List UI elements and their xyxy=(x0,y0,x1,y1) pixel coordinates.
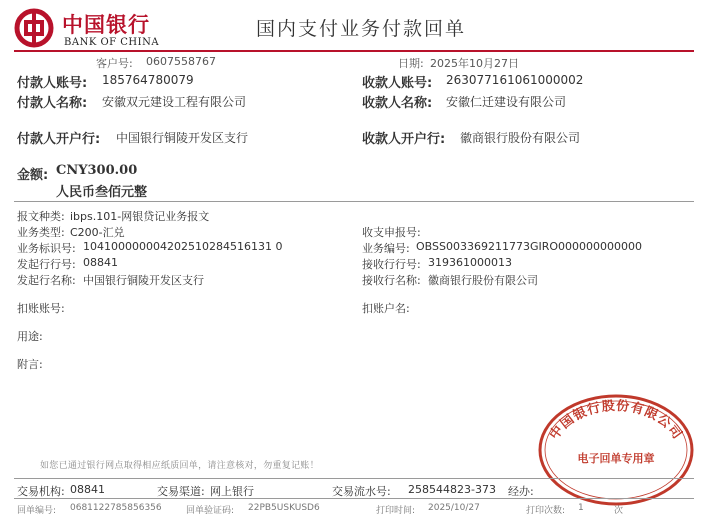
origin-bank-no-label: 发起行行号: xyxy=(17,258,76,271)
purpose-label: 用途: xyxy=(17,330,43,343)
footer-divider-bottom xyxy=(14,498,694,499)
verify-code: 22PB5USKUSD6 xyxy=(248,503,320,513)
biz-id-label: 业务标识号: xyxy=(17,242,76,255)
org-label: 交易机构: xyxy=(17,485,65,498)
collect-apply-label: 收支申报号: xyxy=(362,226,421,239)
print-time-label: 打印时间: xyxy=(376,506,416,516)
origin-bank-name-label: 发起行名称: xyxy=(17,274,76,287)
amount-value: CNY300.00 xyxy=(56,163,138,178)
duplicate-warning-note: 如您已通过银行网点取得相应纸质回单，请注意核对，勿重复记账！ xyxy=(40,461,320,471)
customer-no-label: 客户号: xyxy=(96,57,133,70)
debit-name-label: 扣账户名: xyxy=(362,302,410,315)
payee-bank-label: 收款人开户行: xyxy=(362,132,446,147)
handler-label: 经办: xyxy=(508,485,534,498)
channel-label: 交易渠道: xyxy=(157,485,205,498)
biz-no-label: 业务编号: xyxy=(362,242,410,255)
print-count: 1 xyxy=(578,503,584,513)
svg-text:中国银行股份有限公司 xyxy=(546,398,685,443)
print-time: 2025/10/27 xyxy=(428,503,480,513)
date: 2025年10月27日 xyxy=(430,57,519,70)
payer-account: 185764780079 xyxy=(102,73,194,87)
payee-name-label: 收款人名称: xyxy=(362,96,433,111)
biz-id: 104100000004202510284516131 0 xyxy=(83,240,283,253)
recv-bank-name: 徽商银行股份有限公司 xyxy=(428,274,538,287)
recv-bank-no: 319361000013 xyxy=(428,256,512,269)
payee-name: 安徽仁迁建设有限公司 xyxy=(446,95,567,109)
amount-divider xyxy=(14,201,694,202)
payer-bank-label: 付款人开户行: xyxy=(17,132,101,147)
footer-divider-top xyxy=(14,478,694,479)
remark-label: 附言: xyxy=(17,358,43,371)
payer-name: 安徽双元建设工程有限公司 xyxy=(102,95,247,109)
print-count-unit: 次 xyxy=(614,506,624,516)
verify-code-label: 回单验证码: xyxy=(186,506,235,516)
org: 08841 xyxy=(70,483,105,496)
electronic-receipt-seal xyxy=(536,392,696,508)
biz-type: C200-汇兑 xyxy=(70,226,125,239)
payee-account: 263077161061000002 xyxy=(446,73,584,87)
customer-no: 0607558767 xyxy=(146,55,216,68)
receipt-no-label: 回单编号: xyxy=(17,506,57,516)
recv-bank-name-label: 接收行名称: xyxy=(362,274,421,287)
payer-account-label: 付款人账号: xyxy=(17,76,88,91)
payee-account-label: 收款人账号: xyxy=(362,76,433,91)
recv-bank-no-label: 接收行行号: xyxy=(362,258,421,271)
biz-no: OBSS003369211773GIRO000000000000 xyxy=(416,240,643,253)
serial: 258544823-373 xyxy=(408,483,496,496)
payer-name-label: 付款人名称: xyxy=(17,96,88,111)
msg-type-label: 报文种类: xyxy=(17,210,65,223)
payer-bank: 中国银行铜陵开发区支行 xyxy=(116,131,249,145)
header-divider xyxy=(14,50,694,52)
payee-bank: 徽商银行股份有限公司 xyxy=(460,131,581,145)
receipt-no: 0681122785856356 xyxy=(70,503,162,513)
document-title: 国内支付业务付款回单 xyxy=(256,18,467,40)
amount-label: 金额: xyxy=(17,168,49,183)
date-label: 日期: xyxy=(398,57,424,70)
msg-type: ibps.101-网银贷记业务报文 xyxy=(70,210,210,223)
seal-center-text: 电子回单专用章 xyxy=(577,452,655,465)
print-count-label: 打印次数: xyxy=(526,506,566,516)
seal-ring-text: 中国银行股份有限公司 xyxy=(547,398,685,443)
debit-account-label: 扣账账号: xyxy=(17,302,65,315)
biz-type-label: 业务类型: xyxy=(17,226,65,239)
origin-bank-name: 中国银行铜陵开发区支行 xyxy=(83,274,204,287)
origin-bank-no: 08841 xyxy=(83,256,118,269)
channel: 网上银行 xyxy=(210,485,254,498)
bank-name-cn: 中国银行 xyxy=(62,12,150,37)
serial-label: 交易流水号: xyxy=(332,485,391,498)
bank-name-en: BANK OF CHINA xyxy=(64,37,160,48)
amount-in-words: 人民币叁佰元整 xyxy=(56,185,148,200)
bank-of-china-logo-icon xyxy=(14,8,54,48)
